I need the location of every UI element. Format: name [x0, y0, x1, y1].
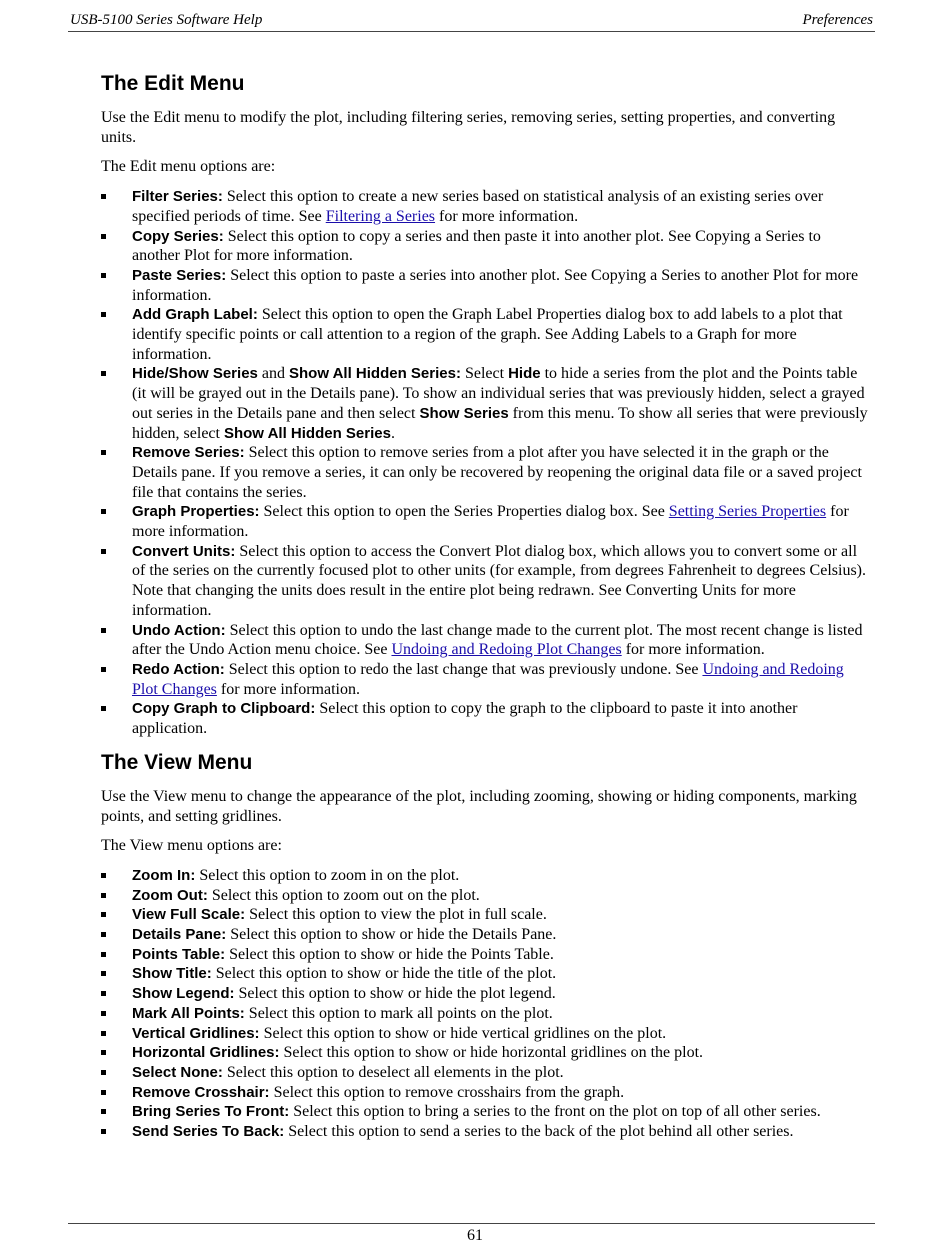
bullet-icon [101, 893, 106, 898]
bullet-icon [101, 952, 106, 957]
option-text: Select this option to zoom in on the plot. [195, 866, 460, 884]
bullet-icon [101, 971, 106, 976]
show-all-hidden-command: Show All Hidden Series [223, 424, 391, 442]
edit-menu-intro: Use the Edit menu to modify the plot, including filtering series, removing series, setting properties, and converting units. [101, 109, 836, 146]
bullet-icon [101, 873, 106, 878]
option-text: Select [460, 365, 509, 383]
running-header [68, 10, 875, 32]
list-item [101, 443, 872, 502]
option-text: Select this option to remove series from a plot after you have selected it in the graph or the Details pane. If you remove a series, it can only be recovered by reopening the original data file or a saved project file that contains the series. [132, 444, 862, 501]
option-term: Redo Action: [132, 660, 225, 678]
page-content [101, 70, 872, 1152]
option-term: Convert Units: [132, 542, 236, 560]
option-text: Select this option to paste a series into another plot. See Copying a Series to another Plot for more information. [132, 266, 859, 304]
option-text: Select this option to create a new series based on statistical analysis of an existing series over specified periods of time. See [132, 188, 824, 225]
list-item [101, 866, 872, 886]
bullet-icon [101, 991, 106, 996]
bullet-icon [101, 1109, 106, 1114]
edit-menu-options-intro: The Edit menu options are: [101, 158, 276, 176]
option-text: Select this option to view the plot in full scale. [245, 906, 547, 924]
list-item [101, 621, 872, 660]
bullet-icon [101, 628, 106, 633]
bullet-icon [101, 932, 106, 937]
option-text: Select this option to show or hide the Details Pane. [226, 926, 557, 944]
option-text: Select this option to show or hide horizontal gridlines on the plot. [279, 1044, 704, 1062]
undoing-redoing-link[interactable]: Undoing and Redoing Plot Changes [391, 641, 622, 659]
option-term: Details Pane: [132, 926, 227, 944]
footer-rule [68, 1223, 875, 1224]
list-item [101, 699, 872, 738]
option-term: Filter Series: [132, 188, 223, 206]
view-menu-heading: The View Menu [101, 750, 253, 774]
option-term: Mark All Points: [132, 1004, 245, 1022]
option-term: Zoom Out: [132, 886, 208, 904]
bullet-icon [101, 450, 106, 455]
list-item [101, 187, 872, 226]
option-text: Select this option to access the Convert Plot dialog box, which allows you to convert some or all of the series on the currently focused plot to other units (for example, from degrees Fahrenheit to degrees Celsius). Note that changing the units does result in the entire plot being redrawn. See Converting Units for more information. [132, 542, 866, 619]
option-term: Undo Action: [132, 621, 226, 639]
view-menu-options-intro: The View menu options are: [101, 837, 282, 855]
undoing-redoing-link[interactable]: Undoing and Redoing Plot Changes [132, 660, 844, 698]
option-text: to hide a series from the plot and the Points table (it will be grayed out in the Details pane). To show an individual series that was previously hidden, select a grayed out series in the Details pane and then select [132, 365, 865, 422]
list-item [101, 305, 872, 364]
bullet-icon [101, 234, 106, 239]
list-item [101, 364, 872, 443]
option-term: Remove Crosshair: [132, 1083, 270, 1101]
option-term: Hide/Show Series [132, 365, 258, 383]
option-text: . [390, 424, 395, 442]
list-item [101, 1102, 872, 1122]
bullet-icon [101, 194, 106, 199]
option-term: Vertical Gridlines: [132, 1024, 260, 1042]
list-item [101, 227, 872, 266]
option-term: Select None: [132, 1063, 223, 1081]
option-text: Select this option to open the Series Properties dialog box. See [259, 503, 669, 521]
hide-command: Hide [508, 365, 541, 383]
bullet-icon [101, 1129, 106, 1134]
setting-series-properties-link[interactable]: Setting Series Properties [668, 503, 827, 521]
view-menu-intro: Use the View menu to change the appearance of the plot, including zooming, showing or hiding components, marking points, and setting gridlines. [101, 787, 857, 825]
bullet-icon [101, 667, 106, 672]
option-text: Select this option to remove crosshairs from the graph. [269, 1083, 625, 1101]
show-series-command: Show Series [419, 404, 509, 422]
list-item [101, 1004, 872, 1024]
bullet-icon [101, 371, 106, 376]
bullet-icon [101, 549, 106, 554]
option-text: Select this option to deselect all elements in the plot. [222, 1063, 564, 1081]
option-term: Horizontal Gridlines: [132, 1044, 280, 1062]
list-item [101, 1063, 872, 1083]
bullet-icon [101, 273, 106, 278]
option-term: Show Legend: [132, 985, 235, 1003]
option-text: from this menu. To show all series that were previously hidden, select [132, 404, 868, 442]
option-text: Select this option to copy the graph to the clipboard to paste it into another application. [132, 700, 798, 738]
option-text: Select this option to undo the last change made to the current plot. The most recent change is listed after the Undo Action menu choice. See [132, 621, 863, 659]
bullet-icon [101, 1031, 106, 1036]
option-text: Select this option to copy a series and then paste it into another plot. See Copying a Series to another Plot for more information. [132, 227, 821, 265]
list-item [101, 964, 872, 984]
list-item [101, 886, 872, 906]
option-text: Select this option to open the Graph Label Properties dialog box to add labels to a plot that identify specific points or call attention to a region of the graph. See Adding Labels to a Graph for more information. [132, 306, 843, 363]
option-term: Remove Series: [132, 444, 245, 462]
option-text: and [257, 365, 289, 383]
bullet-icon [101, 912, 106, 917]
filtering-series-link[interactable]: Filtering a Series [325, 207, 436, 225]
option-text: Select this option to show or hide the plot legend. [234, 985, 556, 1003]
list-item [101, 660, 872, 699]
list-item [101, 502, 872, 541]
option-term: Add Graph Label: [132, 306, 258, 324]
option-text: Select this option to send a series to the back of the plot behind all other series. [284, 1123, 794, 1141]
option-text: Select this option to show or hide vertical gridlines on the plot. [259, 1024, 667, 1042]
bullet-icon [101, 509, 106, 514]
bullet-icon [101, 1011, 106, 1016]
option-text: Select this option to redo the last change that was previously undone. See [224, 660, 703, 678]
option-term: Show All Hidden Series: [288, 365, 461, 383]
header-section-title: Preferences [802, 12, 873, 28]
option-term: Paste Series: [132, 266, 227, 284]
list-item [101, 945, 872, 965]
option-text: for more information. [435, 207, 579, 225]
list-item [101, 984, 872, 1004]
option-term: Graph Properties: [132, 503, 260, 521]
option-text: for more information. [132, 503, 849, 541]
bullet-icon [101, 1050, 106, 1055]
list-item [101, 1122, 872, 1142]
list-item [101, 905, 872, 925]
option-text: Select this option to show or hide the Points Table. [225, 945, 554, 963]
list-item [101, 1043, 872, 1063]
option-term: Zoom In: [132, 866, 196, 884]
option-term: View Full Scale: [132, 906, 246, 924]
header-doc-title: USB-5100 Series Software Help [70, 12, 263, 28]
option-term: Bring Series To Front: [132, 1103, 290, 1121]
option-text: Select this option to zoom out on the plot. [207, 886, 480, 904]
list-item [101, 925, 872, 945]
list-item [101, 266, 872, 305]
option-term: Points Table: [132, 945, 226, 963]
edit-menu-options-list [101, 187, 872, 739]
bullet-icon [101, 312, 106, 317]
list-item [101, 542, 872, 621]
option-text: Select this option to show or hide the title of the plot. [211, 965, 557, 983]
bullet-icon [101, 706, 106, 711]
option-term: Show Title: [132, 965, 212, 983]
page-number: 61 [467, 1227, 483, 1244]
option-text: for more information. [621, 641, 765, 659]
option-text: Select this option to bring a series to the front on the plot on top of all other series. [289, 1103, 821, 1121]
view-menu-options-list [101, 866, 872, 1142]
bullet-icon [101, 1070, 106, 1075]
bullet-icon [101, 1090, 106, 1095]
edit-menu-heading: The Edit Menu [101, 72, 245, 95]
option-text: Select this option to mark all points on the plot. [244, 1004, 553, 1022]
option-term: Copy Graph to Clipboard: [132, 700, 316, 718]
option-text: for more information. [216, 680, 360, 698]
option-term: Copy Series: [132, 227, 224, 245]
list-item [101, 1024, 872, 1044]
option-term: Send Series To Back: [132, 1123, 285, 1141]
list-item [101, 1083, 872, 1103]
